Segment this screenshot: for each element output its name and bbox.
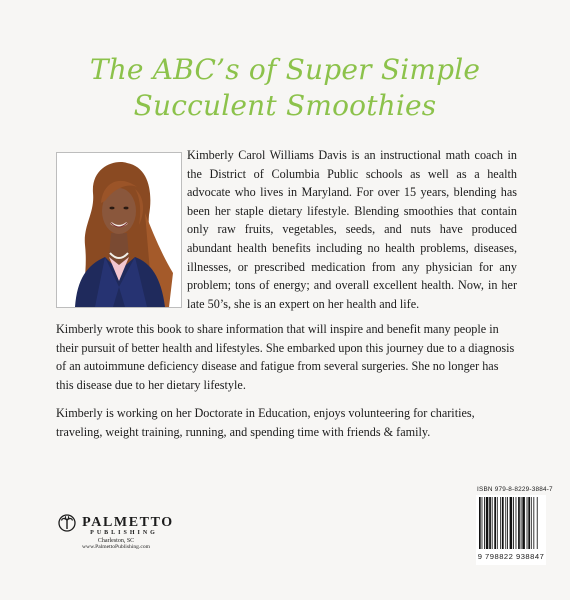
barcode-bars <box>476 495 546 552</box>
publisher-name: PALMETTO <box>82 515 174 530</box>
isbn-label: ISBN 979-8-8229-3884-7 <box>477 486 553 493</box>
isbn-number: 9 798822 938847 <box>477 552 545 561</box>
book-title-line-2: Succulent Smoothies <box>133 89 437 122</box>
author-photo <box>56 152 182 308</box>
publisher-logo <box>46 514 186 550</box>
author-portrait-image <box>57 153 181 307</box>
author-bio-paragraph: Kimberly Carol Williams Davis is an instructional math coach in the District of Columbia Public schools as well as a health advocate who lives in Maryland. For over 15 years, blending has been her staple dietary lifestyle. Blending smoothies that contain only raw fruits, vegetables, seeds, and nuts have produced abundant health benefits including no health problems, diseases, illnesses, or prescribed medication from any physician for any problem; tons of energy; and overall excellent health. Now, in her late 50’s, she is an expert on her health and life. <box>187 148 517 311</box>
book-title <box>0 52 570 124</box>
book-title-line-1: The ABC’s of Super Simple <box>89 53 481 86</box>
publisher-website: www.PalmettoPublishing.com <box>81 544 150 550</box>
author-activities-paragraph: Kimberly is working on her Doctorate in Education, enjoys volunteering for charities, traveling, weight training, running, and spending time with friends & family. <box>56 406 475 439</box>
publisher-city: Charleston, SC <box>97 538 135 544</box>
palmetto-tree-icon <box>58 514 76 532</box>
isbn-barcode <box>476 495 546 565</box>
publisher-subtitle: PUBLISHING <box>90 530 158 536</box>
book-purpose-paragraph: Kimberly wrote this book to share information that will inspire and benefit many people in their pursuit of better health and lifestyles. She embarked upon this journey due to a diagnosis of an autoimmune deficiency disease and fatigue from several surgeries. She no longer has this disease due to her dietary lifestyle. <box>56 322 515 392</box>
